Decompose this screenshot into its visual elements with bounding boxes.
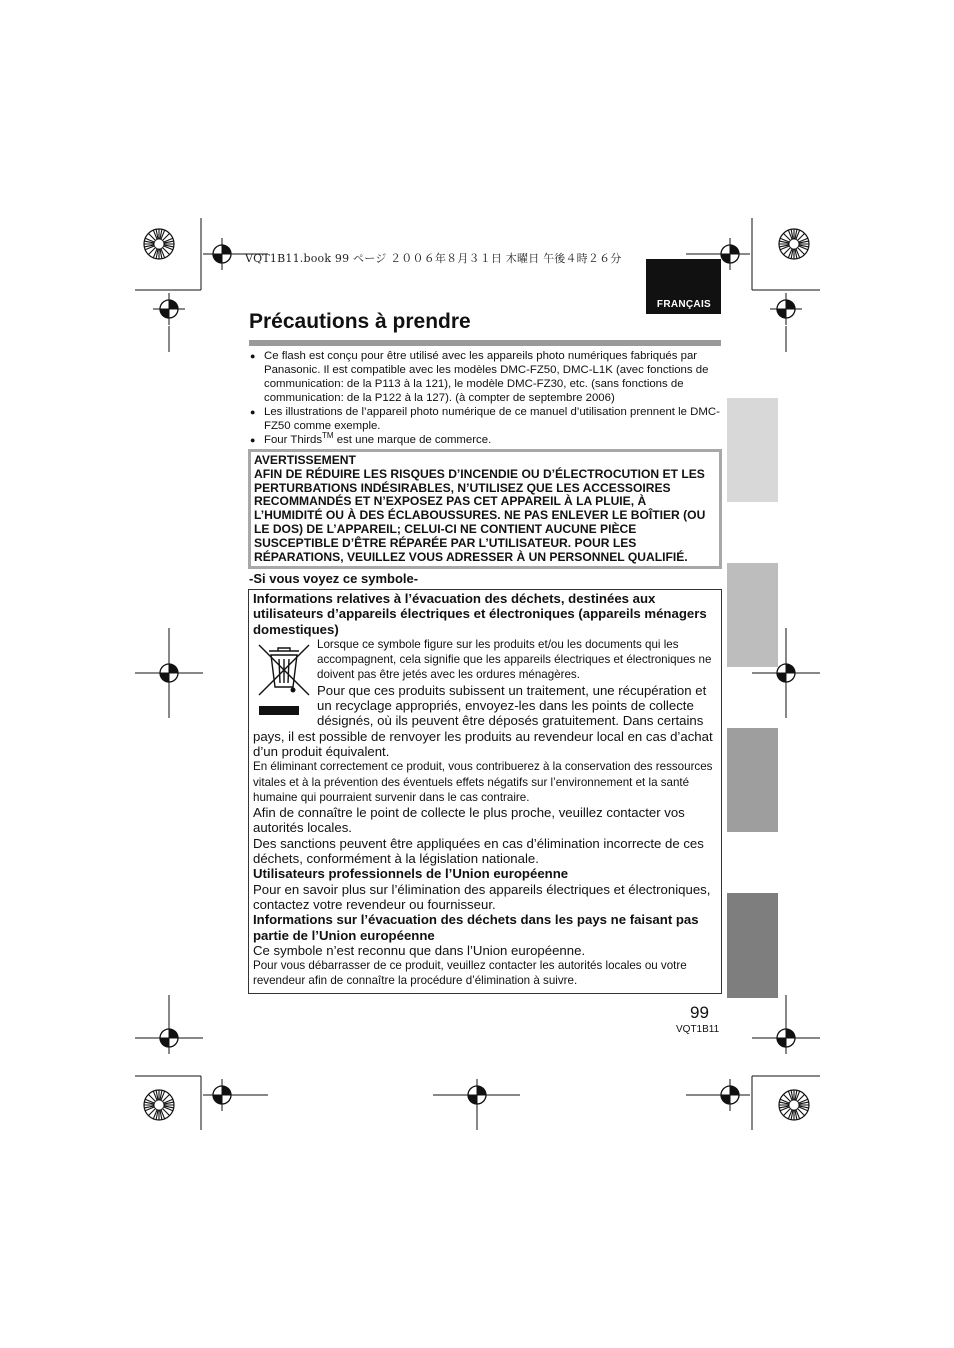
side-tab-4: [727, 893, 778, 998]
warning-box: [248, 449, 722, 569]
list-item: ● Ce flash est conçu pour être utilisé avec les appareils photo numériques fabriqués par Panasonic. Il est compatible avec les modèles DMC-FZ50, DMC-L1K (avec fonctions de communication: de la P113 à la 121), le modèle DMC-FZ30, etc. (sans fonctions de communication: de la P122 à la 127). (à compter de septembre 2006): [249, 349, 721, 405]
radial-target-icon: [144, 229, 174, 259]
professional-heading: Utilisateurs professionnels de l’Union européenne: [253, 866, 569, 882]
side-tab-3: [727, 728, 778, 832]
radial-target-icon: [779, 1090, 809, 1120]
page-title: Précautions à prendre: [249, 310, 471, 333]
list-item: ● Les illustrations de l’appareil photo numérique de ce manuel d’utilisation prennent le DMC-FZ50 comme exemple.: [249, 405, 721, 433]
disposal-heading: Informations relatives à l’évacuation des déchets, destinées aux utilisateurs d’appareils électriques et électroniques (appareils ménagers domestiques): [253, 591, 707, 637]
radial-target-icon: [144, 1090, 174, 1120]
language-tab: [646, 259, 721, 314]
registration-mark-icon: [770, 293, 802, 325]
document-code: VQT1B11: [676, 1024, 720, 1035]
registration-mark-icon: [153, 293, 185, 325]
disposal-paragraph-3: En éliminant correctement ce produit, vous contribuerez à la conservation des ressources vitales et à la prévention des éventuels effets négatifs sur l’environnement et la santé humaine qui pourraient survenir dans le cas contraire.: [253, 760, 713, 804]
warning-text: AFIN DE RÉDUIRE LES RISQUES D’INCENDIE OU D’ÉLECTROCUTION ET LES PERTURBATIONS INDÉSIRABLES, N’UTILISEZ QUE LES ACCESSOIRES RECOMMANDÉS ET N’EXPOSEZ PAS CET APPAREIL À LA PLUIE, À L’HUMIDITÉ OU À DES ÉCLABOUSSURES. NE PAS ENLEVER LE BOÎTIER (OU LE DOS) DE L’APPAREIL; CELUI-CI NE CONTIENT AUCUNE PIÈCE SUSCEPTIBLE D’ÊTRE RÉPARÉE PAR L’UTILISATEUR. POUR LES RÉPARATIONS, VEUILLEZ VOUS ADRESSER À UN PERSONNEL QUALIFIÉ.: [254, 466, 706, 564]
symbol-heading: -Si vous voyez ce symbole-: [249, 571, 419, 586]
tm-mark: TM: [322, 431, 334, 441]
trademark-name: Four Thirds: [264, 434, 323, 446]
disposal-info-box: [248, 589, 722, 994]
disposal-paragraph-4: Afin de connaître le point de collecte le plus proche, veuillez contacter vos autorités locales.: [253, 805, 685, 836]
disposal-paragraph-5: Des sanctions peuvent être appliquées en cas d’élimination incorrecte de ces déchets, conformément à la législation nationale.: [253, 835, 704, 867]
list-item: [249, 433, 721, 447]
crossed-out-wheelie-bin-icon: [253, 639, 315, 715]
bullet-list: [249, 349, 721, 447]
warning-title: AVERTISSEMENT: [254, 453, 356, 467]
disposal-paragraph-1: Lorsque ce symbole figure sur les produits et/ou les documents qui les accompagnent, cela signifie que les appareils électriques et électroniques ne doivent pas être jetés avec les ordures ménagères.: [317, 637, 712, 682]
professional-text: Pour en savoir plus sur l’élimination des appareils électriques et électroniques, contactez votre revendeur ou fournisseur.: [253, 881, 711, 912]
title-rule: [249, 340, 721, 346]
non-eu-text-2: Pour vous débarrasser de ce produit, veuillez contacter les autorités locales ou votre revendeur afin de connaître la procédure d’élimination à suivre.: [253, 959, 687, 988]
book-file-line: VQT1B11.book 99 ページ ２００６年８月３１日 木曜日 午後４時２６分: [245, 252, 622, 265]
trademark-text: est une marque de commerce.: [333, 434, 492, 446]
side-tab-2: [727, 563, 778, 667]
non-eu-text-1: Ce symbole n’est reconnu que dans l’Union européenne.: [253, 942, 586, 958]
page-number: 99: [690, 1003, 709, 1022]
disposal-paragraph-2: Pour que ces produits subissent un traitement, une récupération et un recyclage appropriés, envoyez-les dans les points de collecte désignés, où ils peuvent être déposés gratuitement. Dans certains pays, il est possible de renvoyer les produits au revendeur local en cas d’achat d’un produit équivalent.: [253, 682, 713, 759]
non-eu-heading: Informations sur l’évacuation des déchets dans les pays ne faisant pas partie de l’Union européenne: [253, 912, 699, 943]
radial-target-icon: [779, 229, 809, 259]
language-label: FRANÇAIS: [656, 299, 711, 310]
side-tab-1: [727, 398, 778, 502]
